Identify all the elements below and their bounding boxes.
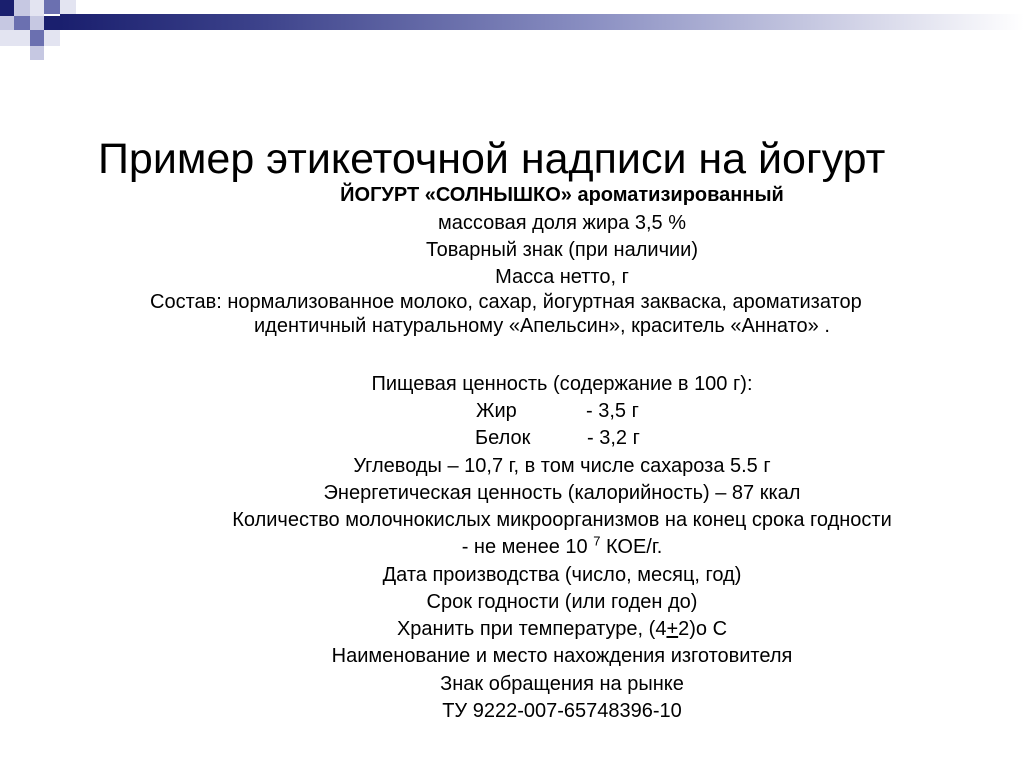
decor-square — [14, 30, 30, 46]
nutrition-title: Пищевая ценность (содержание в 100 г): — [371, 373, 753, 395]
microorganisms-value-suffix: КОЕ/г. — [600, 536, 663, 558]
decor-square — [30, 16, 44, 30]
nutrition-protein-row — [0, 425, 1024, 451]
microorganisms: Количество молочнокислых микроорганизмов на конец срока годности — [232, 509, 892, 531]
fat-label: Жир — [476, 400, 517, 422]
header-gradient-bar — [60, 14, 1024, 30]
decor-square — [14, 0, 30, 16]
decor-square — [60, 0, 76, 14]
market-sign: Знак обращения на рынке — [440, 673, 684, 695]
fat-value: - 3,5 г — [586, 400, 639, 422]
storage-plusminus: + — [666, 618, 679, 640]
fat-share: массовая доля жира 3,5 % — [437, 212, 687, 234]
decor-square — [30, 30, 44, 46]
decor-square — [30, 46, 44, 60]
production-date: Дата производства (число, месяц, год) — [382, 564, 742, 586]
microorganisms-exponent: 7 — [593, 533, 601, 549]
decor-square — [0, 16, 14, 30]
product-name: ЙОГУРТ «СОЛНЫШКО» ароматизированный — [340, 184, 784, 206]
decor-square — [30, 0, 44, 16]
composition-line-1: Состав: нормализованное молоко, сахар, йогуртная закваска, ароматизатор — [150, 291, 862, 313]
storage-suffix: 2)о С — [678, 618, 728, 640]
trademark: Товарный знак (при наличии) — [426, 239, 698, 261]
decor-square — [44, 16, 60, 30]
net-mass: Масса нетто, г — [495, 266, 629, 288]
nutrition-fat-row — [0, 398, 1024, 424]
carbohydrates: Углеводы – 10,7 г, в том числе сахароза 5.5 г — [353, 455, 771, 477]
microorganisms-value — [0, 534, 1024, 560]
decor-square — [44, 0, 60, 14]
storage-temperature — [0, 616, 1024, 642]
slide-title: Пример этикеточной надписи на йогурт — [98, 134, 886, 183]
microorganisms-value-prefix: - не менее 10 — [461, 536, 594, 558]
technical-standard: ТУ 9222-007-65748396-10 — [442, 700, 682, 722]
energy-value: Энергетическая ценность (калорийность) – 87 ккал — [323, 482, 801, 504]
decor-square — [0, 0, 14, 16]
decor-square — [0, 30, 14, 46]
decor-square — [14, 16, 30, 30]
shelf-life: Срок годности (или годен до) — [426, 591, 698, 613]
decor-square — [44, 30, 60, 46]
composition-line-2: идентичный натуральному «Апельсин», краситель «Аннато» . — [254, 315, 830, 337]
manufacturer: Наименование и место нахождения изготовителя — [331, 645, 793, 667]
header-decoration — [0, 0, 1024, 64]
composition — [150, 290, 990, 338]
protein-value: - 3,2 г — [587, 427, 640, 449]
storage-prefix: Хранить при температуре, (4 — [396, 618, 667, 640]
protein-label: Белок — [475, 427, 531, 449]
